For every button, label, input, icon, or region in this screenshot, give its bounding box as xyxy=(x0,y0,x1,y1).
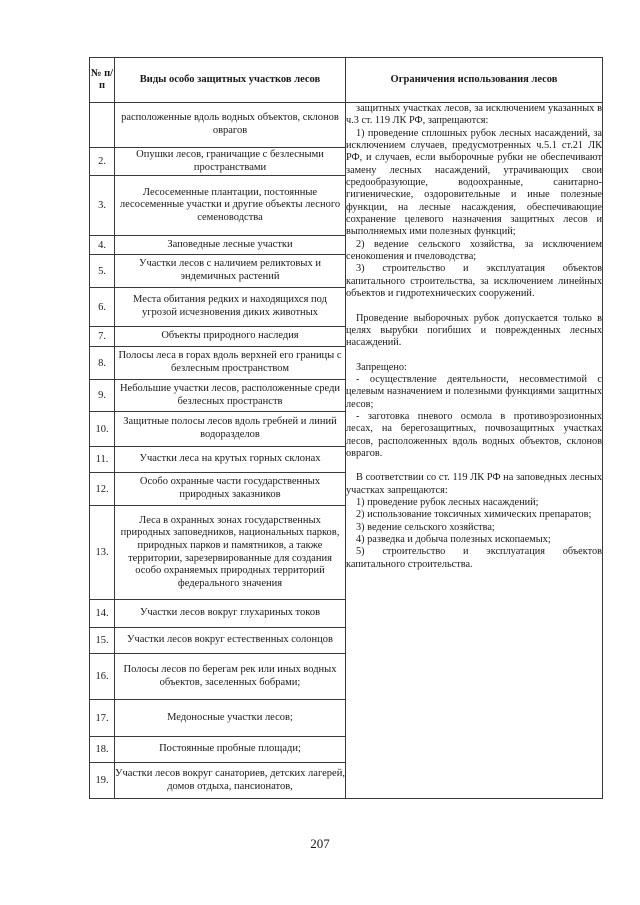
row-kind: Участки лесов вокруг санаториев, детских лагерей, домов отдыха, пансионатов, xyxy=(115,763,346,799)
page-number: 207 xyxy=(310,836,330,851)
row-number: 16. xyxy=(90,654,115,700)
restriction-paragraph: 4) разведка и добыча полезных ископаемых; xyxy=(356,534,551,545)
header-restrictions: Ограничения использования лесов xyxy=(346,58,603,103)
row-number: 18. xyxy=(90,737,115,763)
row-kind: Особо охранные части государственных природных заказников xyxy=(115,473,346,506)
row-number: 5. xyxy=(90,255,115,288)
row-kind: Небольшие участки лесов, расположенные среди безлесных пространств xyxy=(115,380,346,412)
row-number: 17. xyxy=(90,700,115,737)
row-kind: Лесосеменные плантации, постоянные лесосеменные участки и другие объекты лесного семеноводства xyxy=(115,176,346,236)
row-number: 10. xyxy=(90,412,115,447)
table-header-row xyxy=(90,58,603,103)
restriction-paragraph: В соответствии со ст. 119 ЛК РФ на заповедных лесных участках запрещаются: xyxy=(346,472,602,496)
table-row xyxy=(90,103,603,148)
row-number: 14. xyxy=(90,600,115,628)
restriction-paragraph: 1) проведение рубок лесных насаждений; xyxy=(356,496,539,508)
table-body xyxy=(90,103,603,799)
restriction-paragraph: 3) ведение сельского хозяйства; xyxy=(356,521,495,533)
restriction-paragraph: 2) использование токсичных химических препаратов; xyxy=(356,509,592,521)
restriction-paragraph: - заготовка пневого осмола в противоэрозионных лесах, на берегозащитных, почвозащитных участках лесов, расположенных вдоль водных объектов, склонов оврагов. xyxy=(346,410,602,459)
restriction-paragraph: 5) строительство и эксплуатация объектов капитального строительства. xyxy=(346,546,602,570)
row-number: 4. xyxy=(90,236,115,255)
row-kind: Участки лесов вокруг естественных солонцов xyxy=(115,628,346,654)
row-kind: Объекты природного наследия xyxy=(115,327,346,347)
row-number: 12. xyxy=(90,473,115,506)
restriction-paragraph: 2) ведение сельского хозяйства, за исключением сенокошения и пчеловодства; xyxy=(346,238,602,263)
restriction-paragraph: 3) строительство и эксплуатация объектов капитального строительства, за исключением линейных объектов и гидротехнических сооружений. xyxy=(346,263,602,300)
row-kind: Полосы лесов по берегам рек или иных водных объектов, заселенных бобрами; xyxy=(115,654,346,700)
row-kind: Места обитания редких и находящихся под угрозой исчезновения диких животных xyxy=(115,288,346,327)
forest-restrictions-table xyxy=(89,57,603,799)
row-kind: Заповедные лесные участки xyxy=(115,236,346,255)
row-number: 15. xyxy=(90,628,115,654)
header-kind: Виды особо защитных участков лесов xyxy=(115,58,346,103)
restriction-paragraph: Проведение выборочных рубок допускается только в целях вырубки погибших и поврежденных лесных насаждений. xyxy=(346,312,602,349)
row-kind: Постоянные пробные площади; xyxy=(115,737,346,763)
row-kind: Защитные полосы лесов вдоль гребней и линий водоразделов xyxy=(115,412,346,447)
row-number: 6. xyxy=(90,288,115,327)
restriction-paragraph: 1) проведение сплошных рубок лесных насаждений, за исключением случаев, предусмотренных ч.5.1 ст.21 ЛК РФ, и случаев, если выборочные рубки не обеспечивают замену лесных насаждений, утрачивающих свои средообразующие, водоохранные, санитарно-гигиенические, оздоровительные и иные полезные функции, на лесные насаждения, обеспечивающие сохранение целевого назначения защитных лесов и выполняемых ими полезных функций; xyxy=(346,127,602,238)
row-kind: Участки лесов с наличием реликтовых и эндемичных растений xyxy=(115,255,346,288)
row-kind: Медоносные участки лесов; xyxy=(115,700,346,737)
restriction-paragraph: защитных участках лесов, за исключением указанных в ч.3 ст. 119 ЛК РФ, запрещаются: xyxy=(346,103,602,127)
row-number: 13. xyxy=(90,506,115,600)
row-kind: Участки леса на крутых горных склонах xyxy=(115,447,346,473)
row-kind: расположенные вдоль водных объектов, склонов оврагов xyxy=(115,103,346,148)
row-number: 2. xyxy=(90,148,115,176)
restriction-paragraph: - осуществление деятельности, несовместимой с целевым назначением и полезными функциями защитных лесов; xyxy=(346,373,602,410)
row-number: 11. xyxy=(90,447,115,473)
row-kind: Участки лесов вокруг глухариных токов xyxy=(115,600,346,628)
row-number: 8. xyxy=(90,347,115,380)
row-kind: Полосы леса в горах вдоль верхней его границы с безлесным пространством xyxy=(115,347,346,380)
row-kind: Леса в охранных зонах государственных природных заповедников, национальных парков, природных парков и памятников, а также территории, зарезервированные для создания особо охраняемых природных территорий федерального значения xyxy=(115,506,346,600)
row-number: 9. xyxy=(90,380,115,412)
row-number: 7. xyxy=(90,327,115,347)
header-number: № п/п xyxy=(90,58,115,103)
restriction-paragraph: Запрещено: xyxy=(356,361,407,373)
row-kind: Опушки лесов, граничащие с безлесными пространствами xyxy=(115,148,346,176)
row-number xyxy=(90,103,115,148)
restrictions-cell xyxy=(346,103,603,799)
row-number: 3. xyxy=(90,176,115,236)
row-number: 19. xyxy=(90,763,115,799)
